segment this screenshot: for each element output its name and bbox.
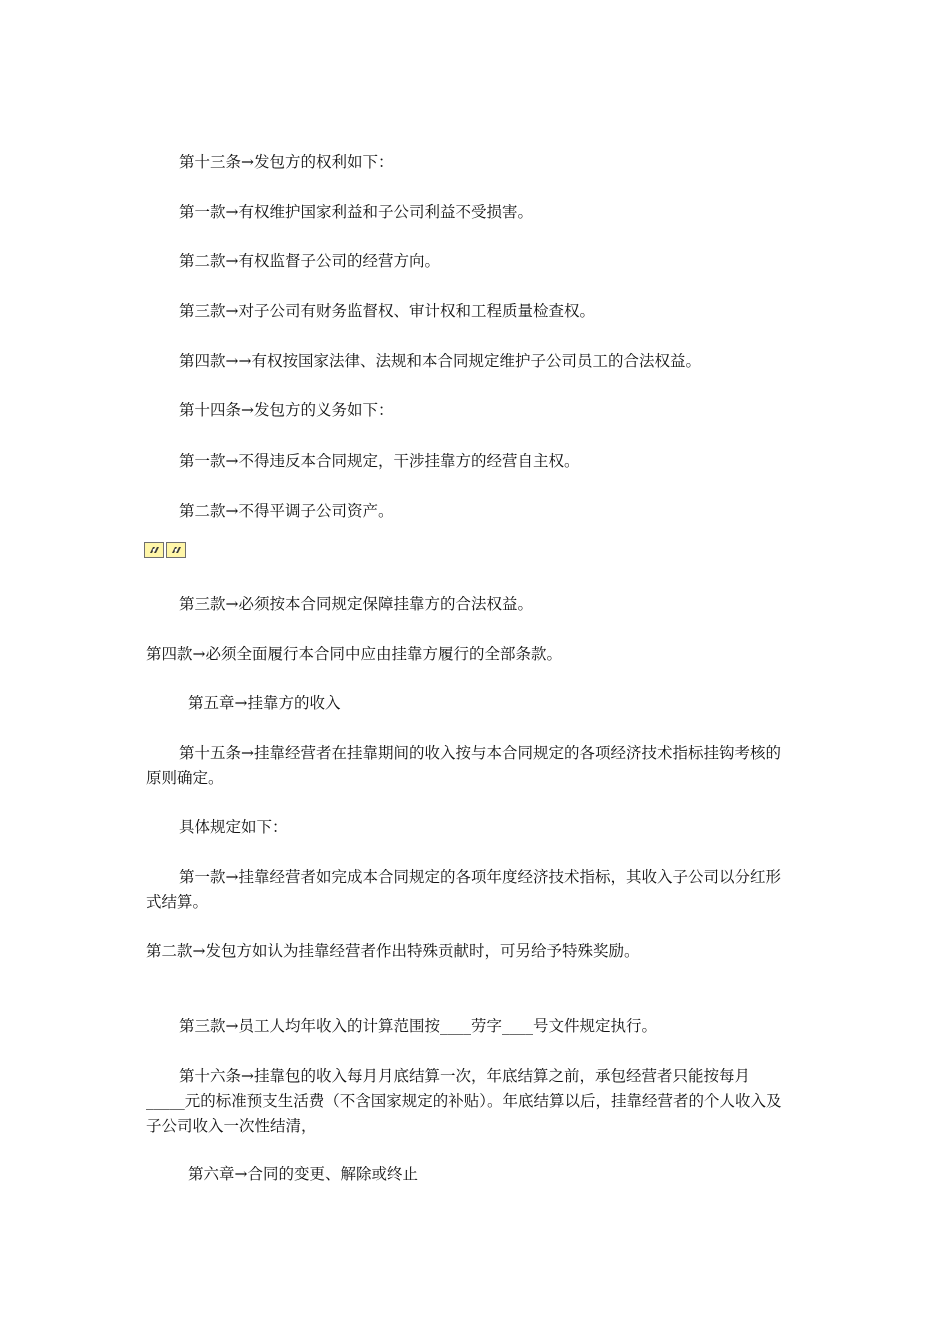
article-16-body: 第十六条→挂靠包的收入每月月底结算一次，年底结算之前，承包经营者只能按每月_____元的标准预支生活费（不含国家规定的补贴）。年底结算以后，挂靠经营者的个人收入及子公司收入一次性结清， bbox=[146, 1067, 782, 1135]
article-15-clause-3: 第三款→员工人均年收入的计算范围按____劳字____号文件规定执行。 bbox=[179, 1017, 657, 1035]
article-13-clause-4: 第四款→→有权按国家法律、法规和本合同规定维护子公司员工的合法权益。 bbox=[179, 352, 701, 370]
article-15-heading: 第十五条→挂靠经营者在挂靠期间的收入按与本合同规定的各项经济技术指标挂钩考核的原则确定。 bbox=[146, 744, 781, 787]
chapter-5-title: 第五章→挂靠方的收入 bbox=[188, 694, 341, 712]
article-14-clause-1: 第一款→不得违反本合同规定，干涉挂靠方的经营自主权。 bbox=[179, 452, 580, 470]
article-14-clause-3: 第三款→必须按本合同规定保障挂靠方的合法权益。 bbox=[179, 595, 533, 613]
article-13-clause-3: 第三款→对子公司有财务监督权、审计权和工程质量检查权。 bbox=[179, 302, 595, 320]
embedded-object-toolbar bbox=[144, 542, 186, 558]
article-14-clause-4: 第四款→必须全面履行本合同中应由挂靠方履行的全部条款。 bbox=[146, 645, 562, 663]
article-13-clause-1: 第一款→有权维护国家利益和子公司利益不受损害。 bbox=[179, 203, 533, 221]
article-15-specifics: 具体规定如下： bbox=[179, 818, 288, 836]
link-icon[interactable] bbox=[144, 542, 164, 558]
article-15-clause-1: 第一款→挂靠经营者如完成本合同规定的各项年度经济技术指标，其收入子公司以分红形式结算。 bbox=[146, 868, 781, 911]
article-13-clause-2: 第二款→有权监督子公司的经营方向。 bbox=[179, 252, 440, 270]
chapter-6-title: 第六章→合同的变更、解除或终止 bbox=[188, 1165, 418, 1183]
link-icon[interactable] bbox=[166, 542, 186, 558]
article-15-clause-2: 第二款→发包方如认为挂靠经营者作出特殊贡献时，可另给予特殊奖励。 bbox=[146, 942, 640, 960]
article-14-heading: 第十四条→发包方的义务如下： bbox=[179, 401, 394, 419]
article-13-heading: 第十三条→发包方的权利如下： bbox=[179, 153, 394, 171]
article-14-clause-2: 第二款→不得平调子公司资产。 bbox=[179, 502, 394, 520]
